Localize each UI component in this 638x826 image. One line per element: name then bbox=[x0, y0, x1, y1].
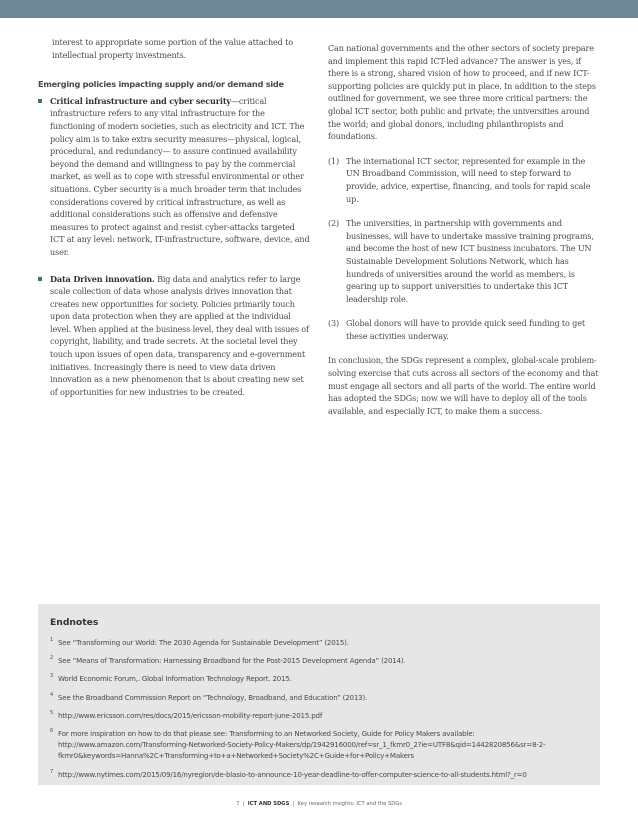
numbered-item bbox=[328, 217, 600, 305]
left-column bbox=[38, 36, 310, 412]
numbered-item bbox=[328, 155, 600, 205]
endnote-number: 4 bbox=[50, 691, 53, 698]
endnote-text: See “Transforming our World: The 2030 Agenda for Sustainable Development” (2015). bbox=[58, 638, 349, 647]
endnote bbox=[50, 692, 586, 703]
continued-paragraph: interest to appropriate some portion of the value attached to intellectual property investments. bbox=[52, 37, 293, 60]
endnote-number: 5 bbox=[50, 709, 53, 716]
endnotes-title: Endnotes bbox=[50, 617, 99, 628]
section-heading: Emerging policies impacting supply and/or demand side bbox=[38, 79, 284, 90]
bullet-title: Critical infrastructure and cyber security bbox=[50, 95, 231, 106]
item-number: (2) bbox=[328, 218, 340, 229]
bullet-critical-infrastructure bbox=[38, 95, 310, 259]
endnote bbox=[50, 637, 586, 648]
endnote-text: See “Means of Transformation: Harnessing Broadband for the Post-2015 Development Agenda” (2014). bbox=[58, 656, 406, 666]
page-number: 7 bbox=[236, 801, 240, 807]
item-number: (1) bbox=[328, 155, 340, 166]
endnote bbox=[50, 673, 586, 684]
item-number: (3) bbox=[328, 318, 340, 329]
footer-section: ICT AND SDGS bbox=[247, 801, 290, 807]
endnote-link[interactable] bbox=[50, 710, 586, 721]
endnote-text: http://www.ericsson.com/res/docs/2015/ericsson-mobility-report-june-2015.pdf bbox=[58, 710, 323, 720]
endnote-number: 1 bbox=[50, 637, 53, 643]
bullet-text: —critical infrastructure refers to any vital infrastructure for the functioning of modern societies, such as electricity and ICT. The policy aim is to take extra security measures—physical, logical, procedural, and redundancy— to assure continued availability beyond the demand and willingness to pay by the commercial market, as well as to cope with stressful environmental or other situations. Cyber security is a much broader term that includes considerations covered by critical infrastructure, as well as additional considerations such as offensive and defensive measures to protect against and resist cyber-attacks targeted ICT at any level: network, IT-infrastructure, software, device, and user. bbox=[50, 95, 310, 257]
endnote-text: See the Broadband Commission Report on “Technology, Broadband, and Education” (2013). bbox=[58, 692, 368, 702]
endnote-number: 2 bbox=[50, 655, 53, 662]
header-bar bbox=[0, 0, 638, 18]
footer-subtitle: Key research insights: ICT and the SDGs bbox=[297, 801, 402, 807]
endnote-number: 6 bbox=[50, 728, 53, 735]
conclusion-paragraph: In conclusion, the SDGs represent a complex, global-scale problem-solving exercise that cuts across all sectors of the economy and that must engage all sectors and all parts of the world. The entire world has adopted the SDGs; now we will have to deploy all of the tools available, and especially ICT, to make them a success. bbox=[328, 355, 599, 416]
endnote-link[interactable] bbox=[50, 769, 586, 780]
endnote bbox=[50, 655, 586, 666]
bullet-data-driven-innovation bbox=[38, 273, 310, 399]
item-text: Global donors will have to provide quick seed funding to get these activities underway. bbox=[346, 318, 585, 341]
endnote-number: 3 bbox=[50, 673, 53, 680]
endnote[interactable] bbox=[50, 728, 586, 762]
page-footer: 7 | ICT AND SDGS | Key research insights: ICT and the SDGs bbox=[236, 801, 402, 807]
bullet-text: Big data and analytics refer to large scale collection of data whose analysis drives innovation that creates new opportunities for society. Policies primarily touch upon data protection when they are applied at the individual level. When applied at the business level, they deal with issues of copyright, liability, and trade secrets. At the societal level they touch upon issues of open data, transparency and e-government initiatives. Increasingly there is need to view data driven innovation as a new phenomenon that is about creating new set of opportunities for new industries to be created. bbox=[50, 273, 309, 397]
right-column bbox=[328, 42, 600, 429]
endnote-text: World Economic Forum,. Global Information Technology Report. 2015. bbox=[58, 674, 292, 684]
intro-paragraph: Can national governments and the other sectors of society prepare and implement this rapid ICT-led advance? The answer is yes, if there is a strong, shared vision of how to proceed, and if new ICT-supporting policies are quickly put in place. In addition to the steps outlined for government, we see three more critical partners: the global ICT sector, both public and private; the universities around the world; and global donors, including philanthropists and foundations. bbox=[328, 43, 596, 142]
item-text: The international ICT sector, represented for example in the UN Broadband Commission, will need to step forward to provide, advice, expertise, financing, and tools for rapid scale up. bbox=[346, 155, 591, 204]
endnote-text: For more inspiration on how to do that please see: Transforming to an Networked Society, Guide for Policy Makers available: http://www.amazon.com/Transforming-Networked-Society-Policy-Makers/dp/1942916000/ref=sr_1_fkmr0_2?ie=UTF8&qid=1442820856&sr=8-2-fkmr0&keywords=Hanna%2C+Transforming+to+a+Networked+Society%2C+Guide+for+Policy+Makers bbox=[58, 729, 546, 761]
item-text: The universities, in partnership with governments and businesses, will have to undertake massive training programs, and become the host of new ICT business incubators. The UN Sustainable Development Solutions Network, which has hundreds of universities around the world as members, is gearing up to support universities to undertake this ICT leadership role. bbox=[346, 218, 594, 304]
endnotes-box bbox=[38, 604, 600, 785]
endnote-number: 7 bbox=[50, 768, 53, 775]
endnote-text: http://www.nytimes.com/2015/09/16/nyregion/de-blasio-to-announce-10-year-deadline-to-offer-computer-science-to-all-students.html?_r=0 bbox=[58, 769, 527, 779]
bullet-title: Data Driven innovation. bbox=[50, 273, 155, 284]
numbered-item bbox=[328, 317, 600, 342]
